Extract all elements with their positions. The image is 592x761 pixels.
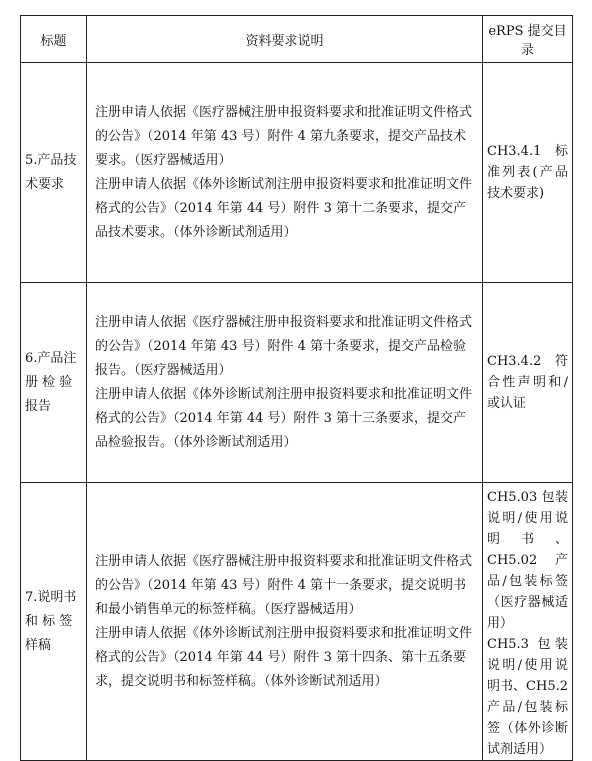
description-paragraph: 注册申请人依据《体外诊断试剂注册申报资料要求和批准证明文件格式的公告》（2014 年第 44 号）附件 3 第十三条要求，提交产品检验报告。（体外诊断试剂适用） <box>95 386 473 450</box>
description-paragraph: 注册申请人依据《体外诊断试剂注册申报资料要求和批准证明文件格式的公告》（2014 年第 44 号）附件 3 第十四条、第十五条要求，提交说明书和标签样稿。（体外诊断试剂适用） <box>95 625 473 689</box>
row-description <box>87 283 483 483</box>
description-paragraph: 注册申请人依据《医疗器械注册申报资料要求和批准证明文件格式的公告》（2014 年第 43 号）附件 4 第九条要求，提交产品技术要求。（医疗器械适用） <box>95 104 473 168</box>
row-title-line: 报告 <box>25 398 52 414</box>
row-title-line: 术要求 <box>25 176 65 192</box>
erps-entry: CH5.3 包装说明/使用说明书、CH5.2 产品/包装标签（体外诊断试剂适用） <box>487 637 568 757</box>
row-title <box>21 63 87 283</box>
row-title-line: 和 标 签 <box>25 613 73 629</box>
row-title-line: 册 检 验 <box>25 374 73 390</box>
erps-entry: CH3.4.2 符合性声明和/或认证 <box>487 354 568 411</box>
description-paragraph: 注册申请人依据《医疗器械注册申报资料要求和批准证明文件格式的公告》（2014 年第 43 号）附件 4 第十一条要求，提交说明书和最小销售单元的标签样稿。（医疗器械适用） <box>95 553 473 617</box>
row-title-line: 5.产品技 <box>25 152 77 168</box>
row-title <box>21 483 87 761</box>
row-erps <box>483 283 573 483</box>
description-paragraph: 注册申请人依据《体外诊断试剂注册申报资料要求和批准证明文件格式的公告》（2014 年第 44 号）附件 3 第十二条要求，提交产品技术要求。（体外诊断试剂适用） <box>95 176 473 240</box>
header-title: 标题 <box>21 16 87 63</box>
table-header-row <box>21 16 573 63</box>
erps-entry: CH3.4.1 标准列表(产品技术要求) <box>487 144 568 201</box>
row-title <box>21 283 87 483</box>
row-title-line: 样稿 <box>25 637 52 653</box>
row-erps <box>483 63 573 283</box>
row-description <box>87 63 483 283</box>
description-paragraph: 注册申请人依据《医疗器械注册申报资料要求和批准证明文件格式的公告》（2014 年第 43 号）附件 4 第十条要求，提交产品检验报告。（医疗器械适用） <box>95 314 473 378</box>
table-row <box>21 63 573 283</box>
table-row <box>21 283 573 483</box>
row-title-line: 7.说明书 <box>25 589 77 605</box>
erps-entry: CH5.03 包装说明/使用说明书、CH5.02 产品/包装标签（医疗器械适用） <box>487 490 568 631</box>
header-erps: eRPS 提交目录 <box>483 16 573 63</box>
row-description <box>87 483 483 761</box>
row-title-line: 6.产品注 <box>25 350 77 366</box>
row-erps <box>483 483 573 761</box>
table-row <box>21 483 573 761</box>
header-description: 资料要求说明 <box>87 16 483 63</box>
requirements-table <box>20 15 573 761</box>
